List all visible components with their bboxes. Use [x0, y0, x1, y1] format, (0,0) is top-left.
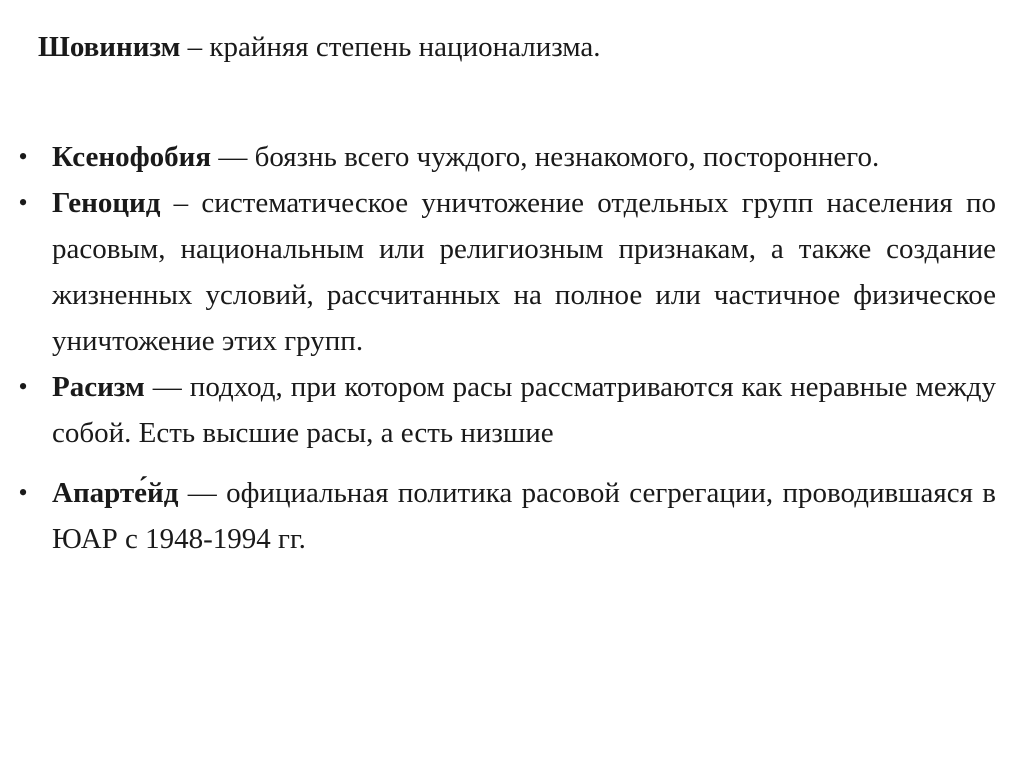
- definitions-list: [8, 134, 996, 562]
- list-item-apartheid: [8, 470, 996, 562]
- definition-racism: — подход, при котором расы рассматриваются как неравные между собой. Есть высшие расы, а есть низшие: [52, 371, 996, 449]
- term-racism: Расизм: [52, 371, 145, 403]
- intro-text: – крайняя степень национализма.: [180, 31, 601, 63]
- list-item-racism: [8, 364, 996, 456]
- intro-definition: [38, 24, 998, 70]
- bullet-icon: •: [18, 142, 28, 171]
- list-item-genocide: [8, 180, 996, 364]
- definition-genocide: – систематическое уничтожение отдельных групп населения по расовым, национальным или религиозным признакам, а также создание жизненных условий, рассчитанных на полное или частичное физическое уничтожение этих групп.: [52, 187, 996, 357]
- term-genocide: Геноцид: [52, 187, 161, 219]
- bullet-icon: •: [18, 478, 28, 507]
- bullet-icon: •: [18, 188, 28, 217]
- term-apartheid: Апарте́йд: [52, 477, 179, 509]
- intro-term: Шовинизм: [38, 31, 181, 63]
- definition-apartheid: — официальная политика расовой сегрегации, проводившаяся в ЮАР с 1948-1994 гг.: [52, 477, 996, 555]
- bullet-icon: •: [18, 372, 28, 401]
- definition-xenophobia: — боязнь всего чуждого, незнакомого, постороннего.: [211, 141, 880, 173]
- list-item-xenophobia: [8, 134, 996, 180]
- term-xenophobia: Ксенофобия: [52, 141, 212, 173]
